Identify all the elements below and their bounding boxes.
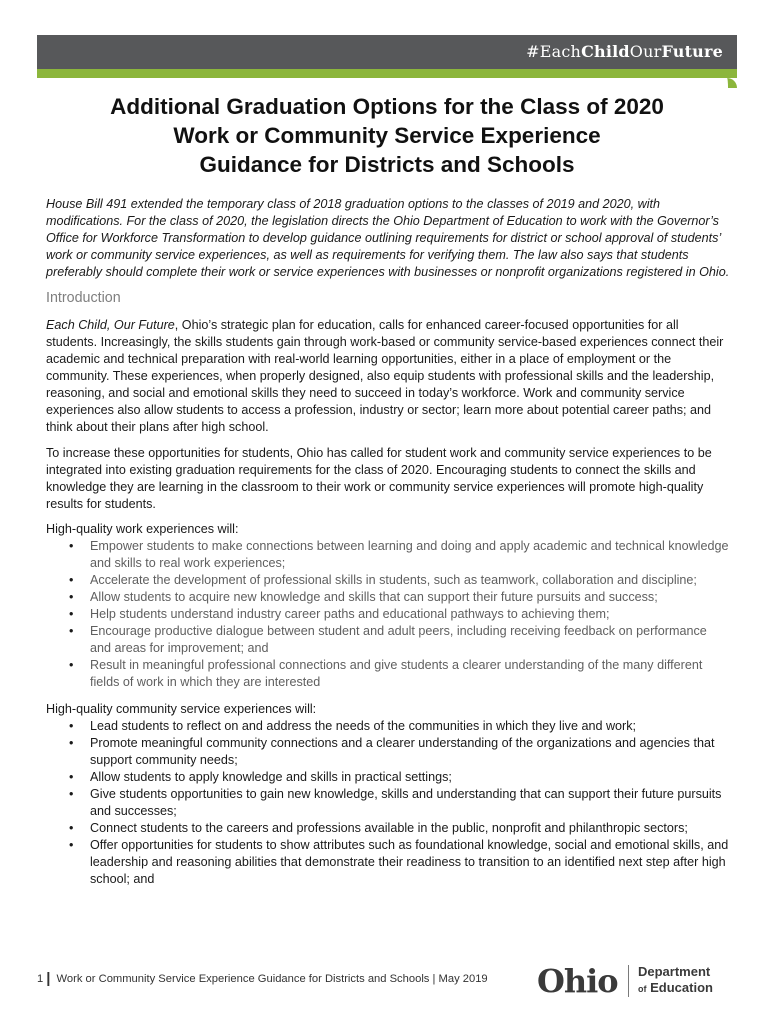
title-line-2: Work or Community Service Experience [173, 123, 601, 148]
document-body [46, 196, 730, 887]
service-list-heading: High-quality community service experiences will: [46, 702, 317, 717]
page-footer [37, 960, 737, 1000]
list-item: • Accelerate the development of professional skills in students, such as teamwork, collaboration and discipline; [90, 572, 730, 589]
list-item: • Allow students to apply knowledge and skills in practical settings; [90, 769, 730, 786]
summary-paragraph: House Bill 491 extended the temporary class of 2018 graduation options to the classes of 2019 and 2020, with modifications. For the class of 2020, the legislation directs the Ohio Department of Education to work with the Governor’s Office for Workforce Transformation to develop guidance outlining requirements for district or school approval of students’ work or community service experiences, as well as requirements for verifying them. The law also says that students preferably should complete their work or service experiences with businesses or nonprofit organizations registered in Ohio. [46, 197, 730, 279]
title-line-1: Additional Graduation Options for the Class of 2020 [110, 94, 664, 119]
section-heading-introduction: Introduction [46, 289, 121, 306]
ohio-department-of-education-logo: Ohio Department of Education [537, 962, 713, 1000]
list-item: • Connect students to the careers and professions available in the public, nonprofit and philanthropic sectors; [90, 820, 730, 837]
hashtag-slogan: #EachChildOurFuture [526, 42, 723, 61]
community-service-list [46, 718, 730, 887]
intro-paragraph-2: To increase these opportunities for students, Ohio has called for student work and community service experiences to be integrated into existing graduation requirements for the class of 2020. Encouraging students to connect the skills and knowledge they are learning in the classroom to their work or community service experiences will promote high-quality results for students. [46, 445, 712, 511]
page-title [37, 92, 737, 179]
accent-line [37, 69, 737, 78]
list-item: • Empower students to make connections between learning and doing and apply academic and technical knowledge and skills to real work experiences; [90, 538, 730, 572]
list-item: • Help students understand industry career paths and educational pathways to achieving them; [90, 606, 730, 623]
list-item: • Result in meaningful professional connections and give students a clearer understanding of the many different fields of work in which they are interested [90, 657, 730, 691]
header-bar [37, 35, 737, 69]
work-list-heading: High-quality work experiences will: [46, 522, 239, 537]
list-item: • Encourage productive dialogue between student and adult peers, including receiving feedback on performance and areas for improvement; and [90, 623, 730, 657]
title-line-3: Guidance for Districts and Schools [199, 152, 575, 177]
list-item: • Lead students to reflect on and address the needs of the communities in which they live and work; [90, 718, 730, 735]
list-item: • Offer opportunities for students to show attributes such as foundational knowledge, social and emotional skills, and leadership and reasoning abilities that demonstrate their readiness to transition to an identified next step after high school; and [90, 837, 730, 888]
work-experience-list [46, 538, 730, 690]
intro-paragraph-1: Each Child, Our Future, Ohio’s strategic plan for education, calls for enhanced career-focused opportunities for all students. Increasingly, the skills students gain through work-based or community service-based experiences connect their academic and technical preparation with real-world learning opportunities, either in a place of employment or the community. These experiences, when properly designed, also equip students with professional skills and the leadership, reasoning, and social and emotional skills they need to succeed in today’s workforce. Work and community service experiences also allow students to access a profession, industry or sector; learn more about potential career paths; and think about their plans after high school. [46, 318, 724, 434]
list-item: • Promote meaningful community connections and a clearer understanding of the organizations and agencies that support community needs; [90, 735, 730, 769]
list-item: • Allow students to acquire new knowledge and skills that can support their future pursuits and success; [90, 589, 730, 606]
list-item: • Give students opportunities to gain new knowledge, skills and understanding that can support their future pursuits and successes; [90, 786, 730, 820]
page-number: 1 [37, 973, 44, 985]
footer-text: 1 | Work or Community Service Experience Guidance for Districts and Schools | May 2019 [37, 970, 488, 987]
